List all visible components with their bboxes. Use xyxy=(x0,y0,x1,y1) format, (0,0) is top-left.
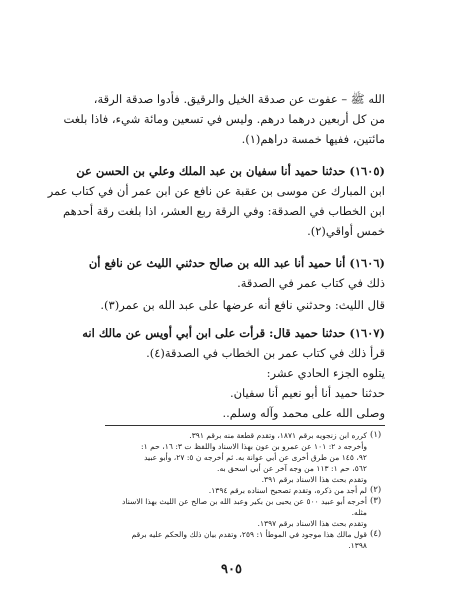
footnote-number: (٢) xyxy=(370,485,382,495)
footnote-number: (٤) xyxy=(370,529,382,539)
text-line: الله ﷺ – عفوت عن صدقة الخيل والرقيق. فأدوا صدقة الرقة، xyxy=(93,92,385,106)
footnote-line: وتقدم بحث هذا الاسناد برقم ٣٩١. xyxy=(261,475,367,484)
footnote-line: وأخرجه د ٢: ١٠١ عن عمرو بن عون بهذا الاسناد واللفظ ت ٣: ١٦، حم ١: xyxy=(141,442,367,451)
text-line: ابن الخطاب في الصدقة: وفي الرقة ربع العشر، اذا بلغت رقة أحدهم xyxy=(63,204,385,218)
text-line: مائتين، ففيها خمسة دراهم(١). xyxy=(241,132,385,146)
footnote-line: مثله. xyxy=(351,508,367,517)
footnote-line: وتقدم بحث هذا الاسناد برقم ١٣٩٧. xyxy=(257,519,367,528)
text-line: وصلى الله على محمد وآله وسلم.. xyxy=(222,406,385,420)
text-line: حدثنا حميد أنا أبو نعيم أنا سفيان. xyxy=(229,386,385,400)
footnote-number: (١) xyxy=(370,430,382,440)
footnote-line: ١٣٩٨. xyxy=(348,541,367,550)
footnote-number: (٣) xyxy=(370,496,382,506)
hadith-1606: (١٦٠٦) أنا حميد أنا عبد الله بن صالح حدثني الليث عن نافع أن xyxy=(88,256,385,270)
text-line: قرأ ذلك في كتاب عمر بن الخطاب في الصدقة(٤). xyxy=(146,346,385,360)
footnote-line: كرره ابن زنجويه برقم ١٨٧١، وتقدم قطعة منه برقم ٣٩١. xyxy=(189,431,367,440)
hadith-1605: (١٦٠٥) حدثنا حميد أنا سفيان بن عبد الملك وعلي بن الحسن عن xyxy=(76,164,385,178)
footnote-line: ٩٢، ١٤٥ من طرق أخرى عن أبي عوانة به. ثم أخرجه ن ٥: ٢٧، وأبو عبيد xyxy=(144,453,367,462)
footnote-line: قول مالك هذا موجود في الموطأ ١: ٢٥٩، وتقدم بيان ذلك والحكم عليه برقم xyxy=(131,530,367,539)
page-number: ٩٠٥ xyxy=(221,562,242,577)
footnote-line: لم أجد من ذكره، وتقدم تصحيح اسناده برقم ١٣٩٤. xyxy=(208,486,367,495)
text-line: ذلك في كتاب عمر في الصدقة. xyxy=(237,276,385,290)
text-line: قال الليث: وحدثني نافع أنه عرضها على عبد الله بن عمر(٣). xyxy=(100,298,385,312)
text-line: ابن المبارك عن موسى بن عقبة عن نافع عن ابن عمر أن في كتاب عمر xyxy=(47,184,385,198)
footnote-divider xyxy=(105,425,385,426)
footnote-line: ٥٦٢، حم ١: ١١٣ من وجه آخر عن أبي اسحق به. xyxy=(217,464,367,473)
text-line: يتلوه الجزء الحادي عشر: xyxy=(266,366,385,380)
hadith-1607: (١٦٠٧) حدثنا حميد قال: قرأت على ابن أبي أويس عن مالك انه xyxy=(82,326,385,340)
text-line: خمس أواقي(٢). xyxy=(307,224,385,238)
footnote-line: أخرجه أبو عبيد ٥٠٠ عن يحيى بن بكير وعبد الله بن صالح عن الليث بهذا الاسناد xyxy=(122,497,367,506)
text-line: من كل أربعين درهما درهم. وليس في تسعين ومائة شيء، فاذا بلغت xyxy=(63,112,385,126)
